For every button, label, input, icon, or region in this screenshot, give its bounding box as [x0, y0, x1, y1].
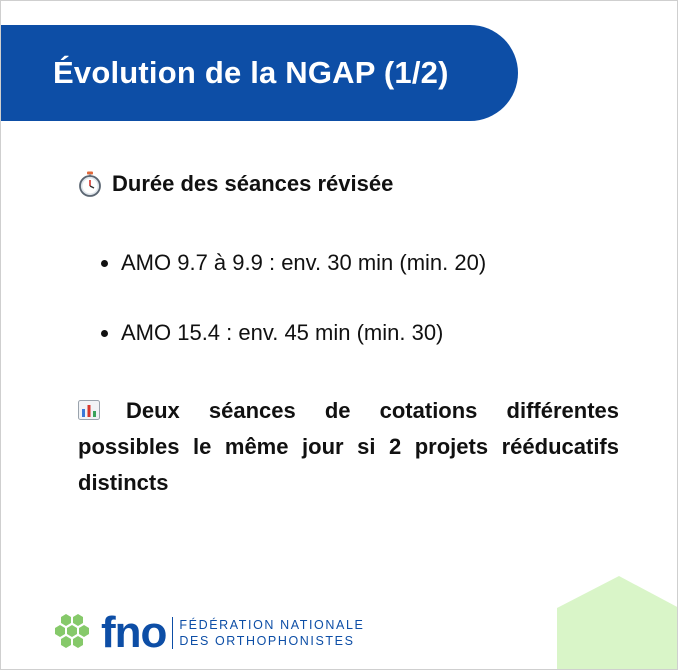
logo-subtitle-line1: FÉDÉRATION NATIONALE	[179, 618, 365, 632]
title-banner	[1, 25, 518, 121]
bullet-text: AMO 9.7 à 9.9 : env. 30 min (min. 20)	[121, 250, 487, 275]
section-heading	[78, 171, 393, 197]
logo-subtitle-line2: DES ORTHOPHONISTES	[179, 634, 355, 648]
list-item	[101, 241, 486, 285]
logo-wordmark: fno	[101, 608, 167, 657]
list-item	[101, 311, 486, 355]
bullet-text: AMO 15.4 : env. 45 min (min. 30)	[121, 320, 444, 345]
section-heading-text: Durée des séances révisée	[112, 171, 394, 196]
bullet-dot	[101, 330, 108, 337]
slide-title: Évolution de la NGAP (1/2)	[53, 55, 449, 90]
logo-subtitle	[179, 617, 364, 649]
decorative-hexagon	[557, 576, 678, 670]
bullet-list	[101, 241, 486, 355]
logo-divider	[172, 617, 173, 649]
info-paragraph	[78, 393, 619, 501]
stopwatch-icon	[78, 171, 102, 197]
honeycomb-logo-icon	[49, 610, 95, 656]
fno-logo	[49, 610, 364, 656]
bullet-dot	[101, 260, 108, 267]
info-paragraph-text: Deux séances de cotations différentes possibles le même jour si 2 projets rééducatifs distincts	[78, 398, 619, 495]
bar-chart-icon	[78, 400, 100, 420]
